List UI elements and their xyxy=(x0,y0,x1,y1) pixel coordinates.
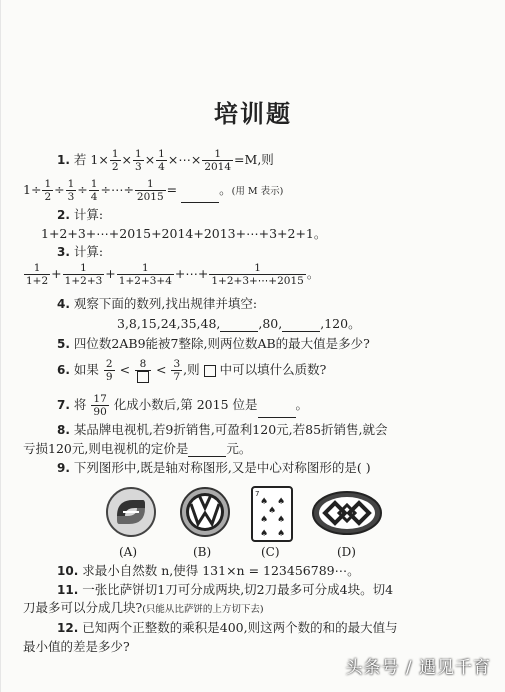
question-4-text: 4. 观察下面的数列,找出规律并填空: xyxy=(57,296,258,311)
answer-blank xyxy=(258,405,296,418)
figure-d-label: (D) xyxy=(337,545,356,559)
blank-box xyxy=(137,371,149,383)
question-8-line-1: 8. 某品牌电视机,若9折销售,可盈利120元,若85折销售,就会 xyxy=(57,422,388,437)
question-5-text: 5. 四位数2AB9能被7整除,则两位数AB的最大值是多少? xyxy=(57,336,370,351)
answer-blank xyxy=(188,444,226,457)
svg-text:♠: ♠ xyxy=(277,515,286,525)
figure-d-logo xyxy=(311,490,383,536)
figure-c-card xyxy=(251,486,293,542)
svg-text:♠: ♠ xyxy=(260,529,269,539)
question-10-text: 10. 求最小自然数 n,使得 131×n = 123456789⋯。 xyxy=(57,563,360,578)
watermark-text: 头条号 / 遇见千育 xyxy=(345,658,491,678)
answer-blank xyxy=(282,319,320,332)
blank-box xyxy=(204,365,216,377)
question-12-line-1: 12. 已知两个正整数的乘积是400,则这两个数的和的最大值与 xyxy=(57,620,398,635)
figure-c-label: (C) xyxy=(261,545,280,559)
svg-text:♠: ♠ xyxy=(277,529,286,539)
question-1-line-2: 1÷ $\frac{1}{2}$ ÷ $\frac{1}{3}$ ÷ $\frac{1}{4}$ ÷⋯÷ $\frac{1}{2015}$ = 。(用 M 表示) xyxy=(23,178,284,203)
figure-a-label: (A) xyxy=(119,545,138,559)
question-1-line-1: 1. 若 1× $\frac{1}{2}$ × $\frac{1}{3}$ × $\frac{1}{4}$ ×⋯× $\frac{1}{2014}$ =M,则 xyxy=(57,148,274,173)
question-9-text: 9. 下列图形中,既是轴对称图形,又是中心对称图形的是( ) xyxy=(57,460,371,475)
question-8-line-2: 亏损120元,则电视机的定价是 元。 xyxy=(23,441,252,456)
question-11-line-2: 刀最多可以分成几块?(只能从比萨饼的上方切下去) xyxy=(23,600,264,615)
question-3-label: 3. 计算: xyxy=(57,244,104,259)
page-title: 培训题 xyxy=(214,100,292,128)
question-7-text: 7. 将 $\frac{17}{90}$ 化成小数后,第 2015 位是 。 xyxy=(57,393,309,418)
figure-a-logo xyxy=(105,486,157,538)
svg-text:7: 7 xyxy=(255,490,260,498)
question-4-sequence: 3,8,15,24,35,48, ,80, ,120。 xyxy=(117,316,361,331)
question-11-line-1: 11. 一张比萨饼切1刀可分成两块,切2刀最多可分成4块。切4 xyxy=(57,582,394,597)
svg-text:♠: ♠ xyxy=(260,515,269,525)
answer-blank xyxy=(181,190,219,203)
question-2-expression: 1+2+3+⋯+2015+2014+2013+⋯+3+2+1。 xyxy=(41,226,327,241)
svg-text:♠: ♠ xyxy=(268,506,277,516)
figure-options xyxy=(1,486,505,556)
question-3-expression: $\frac{1}{1+2}$ + $\frac{1}{1+2+3}$ + $\frac{1}{1+2+3+4}$ +⋯+ $\frac{1}{1+2+3+\cdots+2015}$ 。 xyxy=(26,262,320,287)
figure-b-label: (B) xyxy=(193,545,212,559)
answer-blank xyxy=(220,319,258,332)
svg-text:♠: ♠ xyxy=(260,497,269,507)
figure-b-logo xyxy=(179,486,231,538)
svg-text:♠: ♠ xyxy=(277,497,286,507)
question-6-text: 6. 如果 $\frac{2}{9}$ < 8 < $\frac{3}{7}$ ,则 中可以填什么质数? xyxy=(57,358,327,383)
question-2-label: 2. 计算: xyxy=(57,207,104,222)
question-12-line-2: 最小值的差是多少? xyxy=(23,639,130,654)
